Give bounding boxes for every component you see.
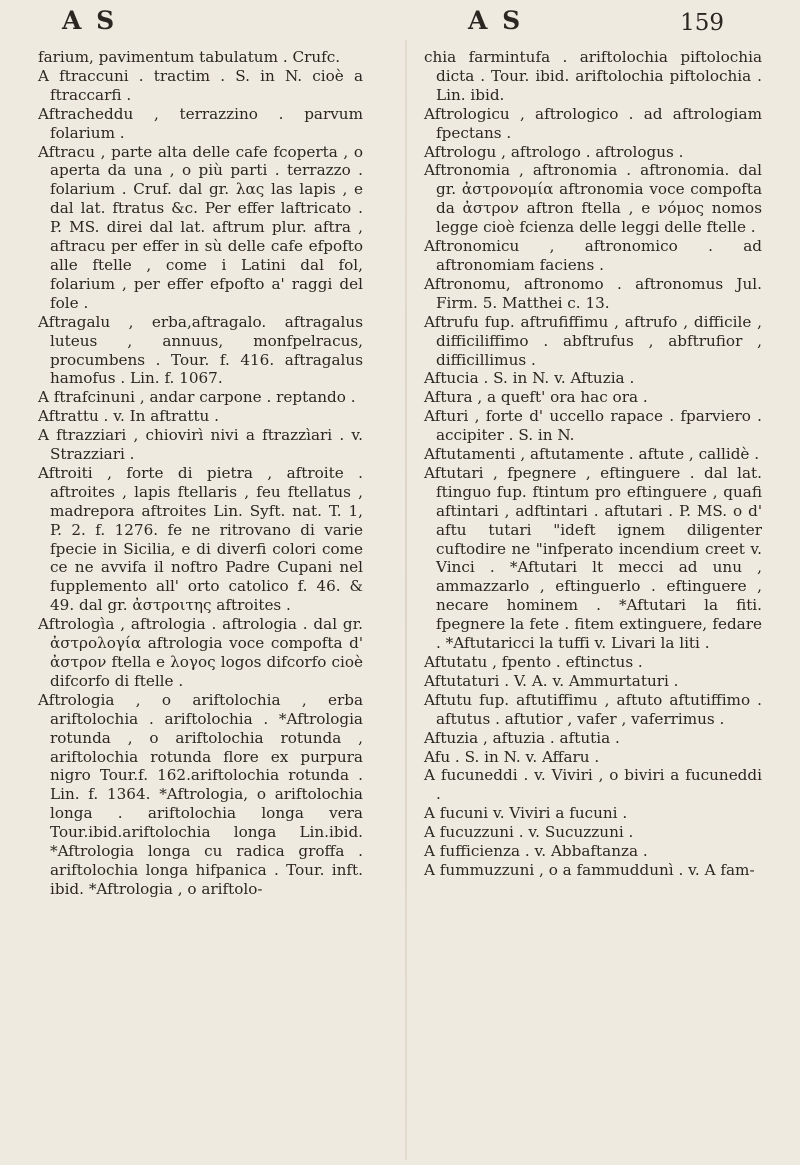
entry: Aftura , a queft' ora hac ora . xyxy=(424,388,648,407)
entry: chia farmintufa . ariftolochia piftolochia dicta . Tour. ibid. ariftolochia piftolochia . Lin. ibid. xyxy=(424,48,762,104)
entry: Aftracheddu , terrazzino . parvum folarium . xyxy=(38,104,363,142)
entry: A fucuneddi . v. Viviri , o biviri a fucuneddi . xyxy=(424,766,762,804)
entry: Aftutamenti , aftutamente . aftute , callidè . xyxy=(424,445,760,464)
left-running-head: A S xyxy=(62,6,118,35)
entry: Aftrologicu , aftrologico . ad aftrologiam fpectans . xyxy=(424,104,762,142)
left-column xyxy=(38,48,363,899)
entry: Afturi , forte d' uccello rapace . fparviero . accipiter . S. in N. xyxy=(424,407,762,445)
entry: Aftronomia , aftronomia . aftronomia. dal gr. ἀστρονομία aftronomia voce compofta da ἀστρον aftron ftella , e νόμος nomos legge cioè fcienza delle leggi delle ftelle . xyxy=(424,161,762,237)
right-running-head: A S xyxy=(468,6,524,35)
entry: Afu . S. in N. v. Affaru . xyxy=(424,747,600,766)
page-number: 159 xyxy=(680,10,724,36)
entry: A ftrafcinuni , andar carpone . reptando . xyxy=(38,388,356,407)
entry: A fucuni v. Viviri a fucuni . xyxy=(424,804,628,823)
entry: A fummuzzuni , o a fammuddunì . v. A fam- xyxy=(424,860,755,879)
entry: Aftracu , parte alta delle cafe fcoperta , o aperta da una , o più parti . terrazzo . folarium . Cruf. dal gr. λας las lapis , e dal lat. ftratus &c. Per effer laftricato . P. MS. direi dal lat. aftrum plur. aftra , aftracu per effer in sù delle cafe efpofto alle ftelle , come i Latini dal fol, folarium , per effer efpofto a' raggi del fole . xyxy=(38,142,363,312)
entry: A ftrazziari , chiovirì nivi a ftrazzìari . v. Strazziari . xyxy=(38,426,363,464)
entry: Aftrattu . v. In aftrattu . xyxy=(38,407,219,426)
entry: Aftragalu , erba,aftragalo. aftragalus luteus , annuus, monfpelracus, procumbens . Tour. f. 416. aftragalus hamofus . Lin. f. 1067. xyxy=(38,312,363,388)
right-column xyxy=(424,48,762,880)
entry: Aftutaturi . V. A. v. Ammurtaturi . xyxy=(424,671,679,690)
entry: farium, pavimentum tabulatum . Crufc. xyxy=(38,48,341,66)
entry: Aftronomu, aftronomo . aftronomus Jul. Firm. 5. Matthei c. 13. xyxy=(424,274,762,312)
entry: Aftutu fup. aftutiffimu , aftuto aftutiffimo . aftutus . aftutior , vafer , vaferrimus . xyxy=(424,690,762,728)
entry: Aftrufu fup. aftrufiffimu , aftrufo , difficile , difficiliffimo . abftrufus , abftrufior , difficillimus . xyxy=(424,312,762,369)
column-gutter xyxy=(405,40,407,1160)
entry: Aftucia . S. in N. v. Aftuzia . xyxy=(424,369,635,388)
entry: A fucuzzuni . v. Sucuzzuni . xyxy=(424,823,634,842)
entry: Aftroiti , forte di pietra , aftroite . aftroites , lapis ftellaris , feu ftellatus , madrepora aftroites Lin. Syft. nat. T. 1, P. 2. f. 1276. fe ne ritrovano di varie fpecie in Sicilia, e di diverfi colori come ce ne avvifa il noftro Padre Cupani nel fupplemento all' orto catolico f. 46. & 49. dal gr. ἀστροιτης aftroites . xyxy=(38,463,363,615)
entry: Aftutari , fpegnere , eftinguere . dal lat. ftinguo fup. ftintum pro eftinguere , quafi aftintari , adftintari . aftutari . P. MS. o d' aftu tutari "ideft ignem diligenter cuftodire ne "infperato incendium creet v. Vinci . *Aftutari lt mecci ad unu , ammazzarlo , eftinguerlo . eftinguere , necare hominem . *Aftutari la fiti. fpegnere la fete . fitem extinguere, fedare . *Aftutaricci la tuffi v. Livari la liti . xyxy=(424,463,762,653)
entry: Aftrologu , aftrologo . aftrologus . xyxy=(424,142,684,161)
entry: Aftrologìa , aftrologia . aftrologia . dal gr. ἀστρολογία aftrologia voce compofta d' ἀστρον ftella e λογος logos difcorfo cioè difcorfo di ftelle . xyxy=(38,615,363,690)
entry: Aftutatu , fpento . eftinctus . xyxy=(424,653,643,671)
entry: A fufficienza . v. Abbaftanza . xyxy=(424,842,648,861)
entry: Aftuzia , aftuzia . aftutia . xyxy=(424,728,620,747)
entry: Aftrologia , o ariftolochia , erba ariftolochia . ariftolochia . *Aftrologia rotunda , o ariftolochia rotunda , ariftolochia rotunda flore ex purpura nigro Tour.f. 162.ariftolochia rotunda . Lin. f. 1364. *Aftrologia, o ariftolochia longa . ariftolochia longa vera Tour.ibid.ariftolochia longa Lin.ibid. *Aftrologia longa cu radica groffa . ariftolochia longa hifpanica . Tour. inft. ibid. *Aftrologia , o ariftolo- xyxy=(38,690,363,898)
entry: Aftronomicu , aftronomico . ad aftronomiam faciens . xyxy=(424,237,762,274)
entry: A ftraccuni . tractim . S. in N. cioè a ftraccarfi . xyxy=(38,66,363,104)
